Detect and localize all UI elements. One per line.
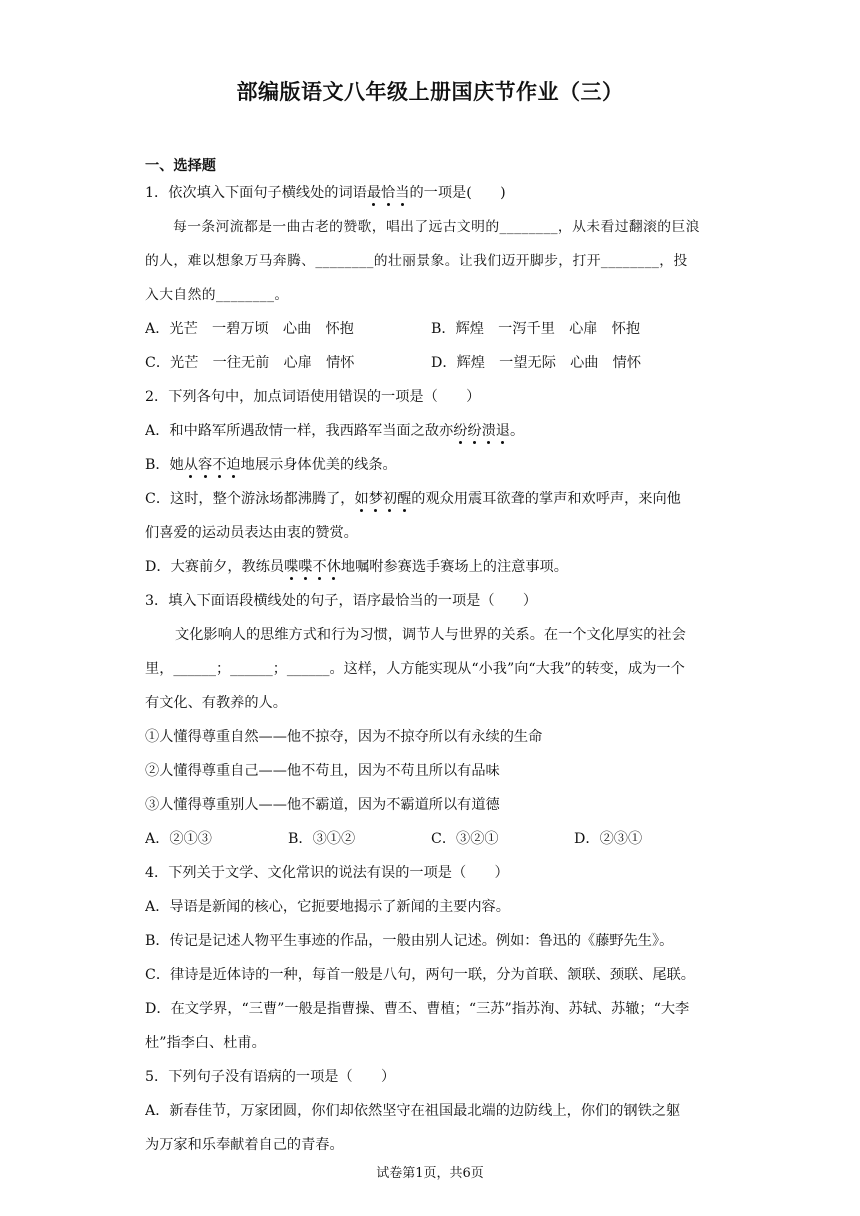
question-3-passage-line: 有文化、有教养的人。: [145, 695, 287, 711]
option-text: 的观众用震耳欲聋的掌声和欢呼声，来向他: [411, 491, 681, 507]
section-heading: 一、选择题: [145, 158, 216, 174]
dotted-char: 退: [495, 423, 510, 439]
option-a: A．②①③: [145, 831, 212, 847]
option-text: A．和中路军所遇敌情一样，我西路军当面之敌亦: [145, 423, 454, 439]
option-text: 地展示身体优美的线条。: [240, 457, 397, 473]
option-text: 。: [510, 423, 525, 439]
dotted-char: 不: [212, 457, 227, 473]
dotted-char: 如: [354, 491, 369, 507]
option-c: C．③②①: [431, 831, 499, 847]
question-2-option-c-cont: 们喜爱的运动员表达由衷的赞赏。: [145, 525, 358, 541]
question-3-stem: 3．填入下面语段横线处的句子，语序最恰当的一项是（ ）: [145, 593, 538, 609]
option-text: 地嘱咐参赛选手赛场上的注意事项。: [340, 559, 568, 575]
dotted-char: 迫: [226, 457, 241, 473]
dotted-char: 恰: [381, 185, 396, 201]
question-1-passage-line: 每一条河流都是一曲古老的赞歌，唱出了远古文明的________，从未看过翻滚的巨浪: [173, 219, 700, 235]
question-5-option-a-cont: 为万家和乐奉献着自己的青春。: [145, 1137, 344, 1153]
question-2-option-d: [145, 550, 717, 584]
question-3-item: ③人懂得尊重别人——他不霸道，因为不霸道所以有道德: [145, 797, 500, 813]
question-4-option-a: A．导语是新闻的核心，它扼要地揭示了新闻的主要内容。: [145, 899, 510, 915]
option-text: C．这时，整个游泳场都沸腾了，: [145, 491, 355, 507]
dotted-char: 喋: [298, 559, 313, 575]
question-2-option-a: [145, 414, 717, 448]
option-text: D．大赛前夕，教练员: [145, 559, 285, 575]
question-3-item: ②人懂得尊重自己——他不苟且，因为不苟且所以有品味: [145, 763, 500, 779]
option-c: C．光芒 一往无前 心扉 情怀: [145, 355, 355, 371]
question-1-stem: [145, 176, 717, 210]
question-1-passage-line: 的人，难以想象万马奔腾、________的壮丽景象。让我们迈开脚步，打开________，投: [145, 253, 688, 269]
question-content: [145, 156, 717, 1162]
dotted-char: 纷: [467, 423, 482, 439]
dotted-char: 容: [198, 457, 213, 473]
dotted-char: 喋: [284, 559, 299, 575]
question-4-option-c: C．律诗是近体诗的一种，每首一般是八句，两句一联，分为首联、颔联、颈联、尾联。: [145, 967, 695, 983]
option-d: D．辉煌 一望无际 心曲 情怀: [431, 355, 642, 371]
dotted-char: 醒: [397, 491, 412, 507]
dotted-char: 当: [395, 185, 410, 201]
question-3-passage-line: 文化影响人的思维方式和行为习惯，调节人与世界的关系。在一个文化厚实的社会: [175, 627, 686, 643]
stem-text: 1．依次填入下面句子横线处的词语: [145, 185, 367, 201]
question-1-passage-line: 入大自然的________。: [145, 287, 289, 303]
dotted-char: 溃: [481, 423, 496, 439]
option-d: D．②③①: [574, 831, 643, 847]
option-text: B．她: [145, 457, 184, 473]
question-4-option-b: B．传记是记述人物平生事迹的作品，一般由别人记述。例如：鲁迅的《藤野先生》。: [145, 933, 674, 949]
option-b: B．辉煌 一泻千里 心扉 怀抱: [431, 321, 641, 337]
dotted-char: 梦: [368, 491, 383, 507]
dotted-char: 休: [326, 559, 341, 575]
dotted-char: 从: [183, 457, 199, 473]
question-4-option-d-cont: 杜”指李白、杜甫。: [145, 1035, 266, 1051]
option-b: B．③①②: [288, 831, 356, 847]
question-5-option-a: A．新春佳节，万家团圆，你们却依然坚守在祖国最北端的边防线上，你们的钢铁之躯: [145, 1103, 681, 1119]
stem-text: 的一项是( ): [409, 185, 506, 201]
question-3-item: ①人懂得尊重自然——他不掠夺，因为不掠夺所以有永续的生命: [145, 729, 543, 745]
question-4-option-d: D．在文学界，“三曹”一般是指曹操、曹丕、曹植；“三苏”指苏洵、苏轼、苏辙；“大李: [145, 1001, 690, 1017]
dotted-char: 不: [312, 559, 327, 575]
question-3-passage-line: 里，______；______；______。这样，人方能实现从“小我”向“大我”的转变，成为一个: [145, 661, 685, 677]
dotted-char: 最: [366, 185, 382, 201]
question-1-options-row: [145, 346, 717, 380]
question-4-stem: 4．下列关于文学、文化常识的说法有误的一项是（ ）: [145, 865, 509, 881]
dotted-char: 纷: [453, 423, 468, 439]
page-title: 部编版语文八年级上册国庆节作业（三）: [236, 80, 624, 104]
option-a: A．光芒 一碧万顷 心曲 怀抱: [145, 321, 354, 337]
page-footer: 试卷第1页，共6页: [376, 1166, 484, 1181]
dotted-char: 初: [382, 491, 398, 507]
question-2-option-b: [145, 448, 717, 482]
question-5-stem: 5．下列句子没有语病的一项是（ ）: [145, 1069, 396, 1085]
question-2-stem: 2．下列各句中，加点词语使用错误的一项是（ ）: [145, 389, 481, 405]
question-1-options-row: [145, 312, 717, 346]
question-2-option-c: [145, 482, 717, 516]
question-3-options-row: [145, 822, 717, 856]
